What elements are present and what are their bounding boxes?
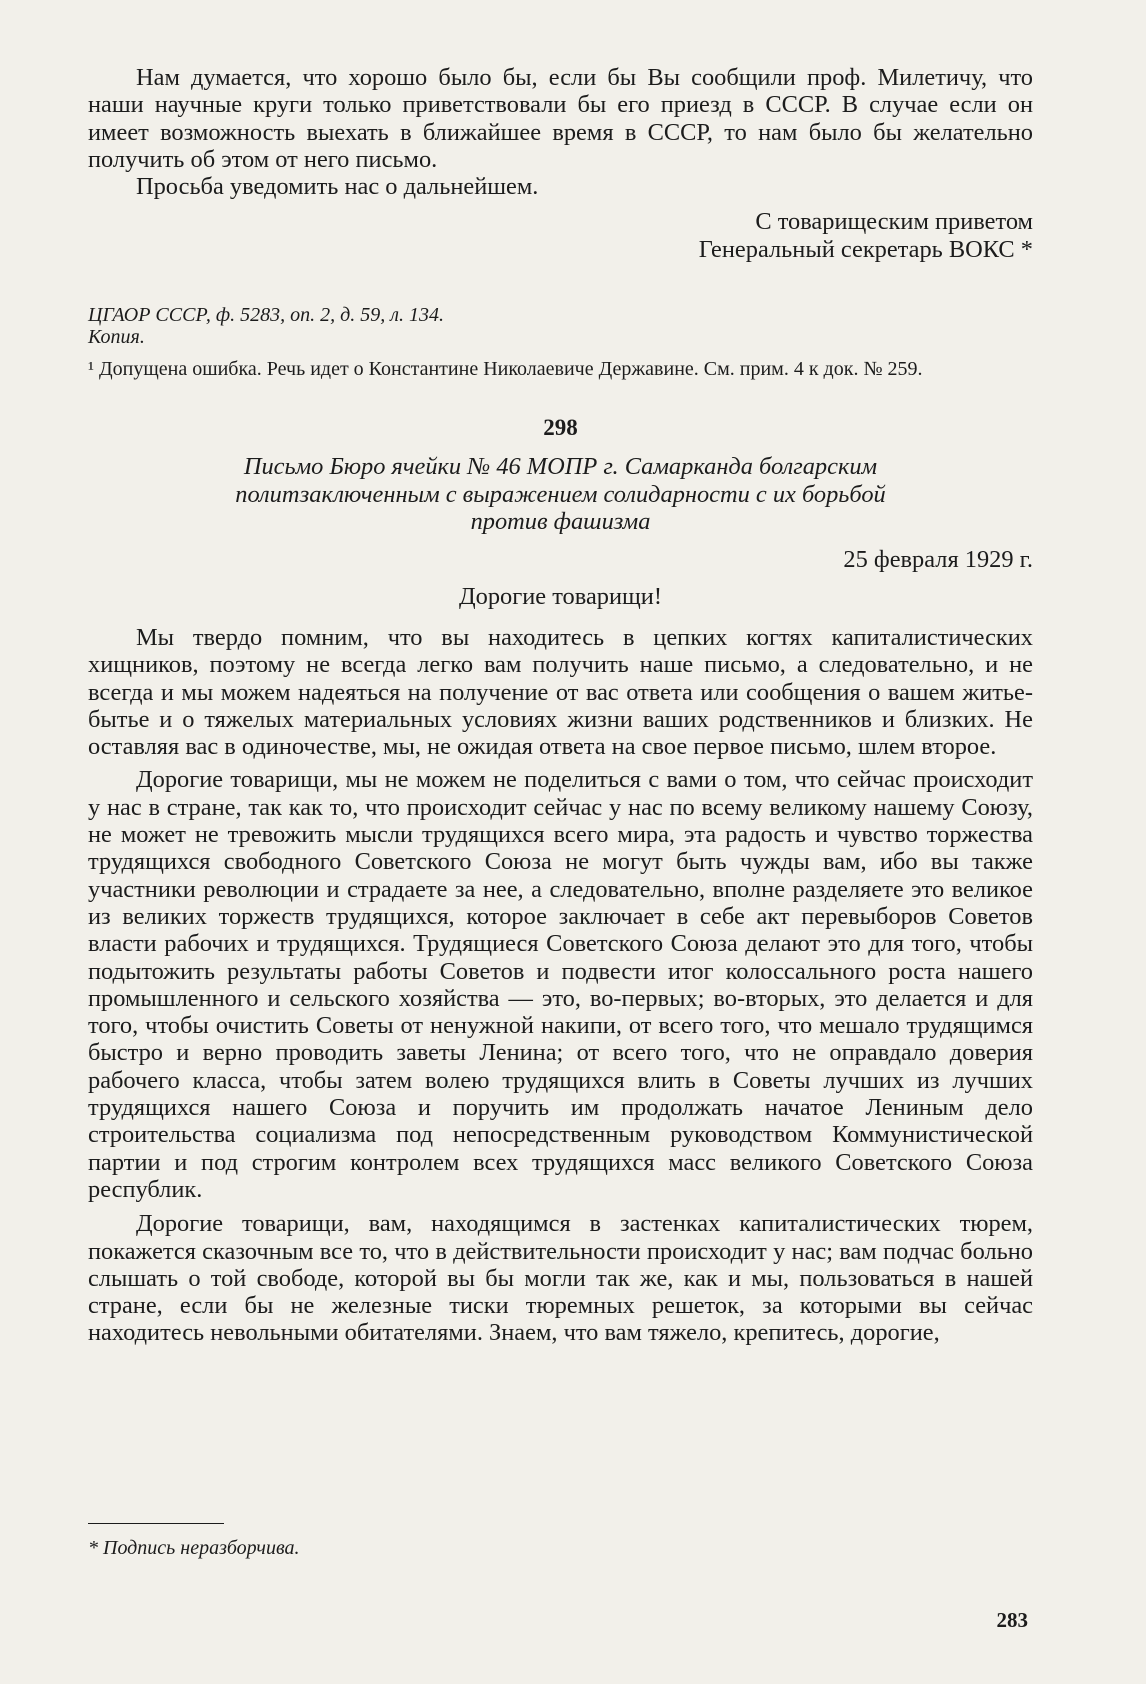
title-line: против фашизма — [470, 507, 651, 535]
document-title — [88, 453, 1033, 535]
editorial-note: ¹ Допущена ошибка. Речь идет о Константине Николаевиче Державине. См. прим. 4 к док. № 259. — [88, 358, 923, 380]
archive-reference: ЦГАОР СССР, ф. 5283, оп. 2, д. 59, л. 134. — [88, 304, 444, 326]
closing-greeting: С товарищеским приветом — [755, 208, 1033, 236]
footnote-divider — [88, 1523, 224, 1524]
top-section — [88, 64, 1033, 263]
title-line: политзаключенным с выражением солидарности с их борьбой — [235, 480, 886, 508]
copy-label: Копия. — [88, 326, 145, 348]
closing-signature: Генеральный секретарь ВОКС * — [698, 235, 1033, 263]
footnote: * Подпись неразборчива. — [88, 1537, 300, 1559]
document-header — [88, 414, 1033, 611]
source-block — [88, 304, 1033, 380]
page-number: 283 — [996, 1608, 1028, 1632]
paragraph-invitation: Нам думается, что хорошо было бы, если бы Вы сообщили проф. Милетичу, что наши научные круги только приветствовали бы его приезд в СССР. В случае если он имеет возможность выехать в ближайшее время в СССР, то нам было бы желательно получить об этом от него письмо. — [88, 64, 1033, 173]
letter-paragraph: Дорогие товарищи, вам, находящимся в застенках капиталистических тюрем, покажется сказочным все то, что в действительности происходит у нас; вам подчас больно слышать о той свободе, которой вы бы могли так же, как и мы, пользоваться в нашей стране, если бы не железные тиски тюремных решеток, за которыми вы сейчас находитесь невольными обитателями. Знаем, что вам тяжело, крепитесь, дорогие, — [88, 1210, 1033, 1347]
document-number: 298 — [543, 415, 578, 440]
letter-paragraph: Дорогие товарищи, мы не можем не поделиться с вами о том, что сейчас происходит у нас в стране, так как то, что происходит сейчас у нас по всему великому нашему Союзу, не может не тревожить мысли трудящихся всего мира, эта радость и чувство торжества трудящихся свободного Советского Союза не могут быть чужды вам, ибо вы также участники революции и страдаете за нее, а следовательно, вполне разделяете это великое из великих торжеств трудящихся, которое заключает в себе акт перевыборов Советов власти рабочих и трудящихся. Трудящиеся Советского Союза делают это для того, чтобы подытожить результаты работы Советов и подвести итог колоссального роста нашего промышленного и сельского хозяйства — это, во-первых; во-вторых, это делается и для того, чтобы очистить Советы от ненужной накипи, от всего того, что мешало трудящимся быстро и верно проводить заветы Ленина; от всего того, что не оправдало доверия рабочего класса, чтобы затем волею трудящихся влить в Советы лучших из лучших трудящихся нашего Союза и поручить им продолжать начатое Лениным дело строительства социализма под непосредственным руководством Коммунистической партии и под строгим контролем всех трудящихся масс великого Советского Союза республик. — [88, 766, 1033, 1203]
letter-paragraph: Мы твердо помним, что вы находитесь в цепких когтях капиталистических хищников, поэтому не всегда легко вам получить наше письмо, а следовательно, и не всегда и мы можем надеяться на получение от вас ответа или сообщения о вашем житье-бытье и о тяжелых материальных условиях жизни ваших родственников и близких. Не оставляя вас в одиночестве, мы, не ожидая ответа на свое первое письмо, шлем второе. — [88, 624, 1033, 761]
letter-body — [88, 624, 1033, 1347]
document-date: 25 февраля 1929 г. — [843, 546, 1033, 574]
letter-salutation: Дорогие товарищи! — [459, 583, 662, 611]
paragraph-request: Просьба уведомить нас о дальнейшем. — [136, 173, 539, 201]
title-line: Письмо Бюро ячейки № 46 МОПР г. Самарканда болгарским — [243, 453, 878, 481]
